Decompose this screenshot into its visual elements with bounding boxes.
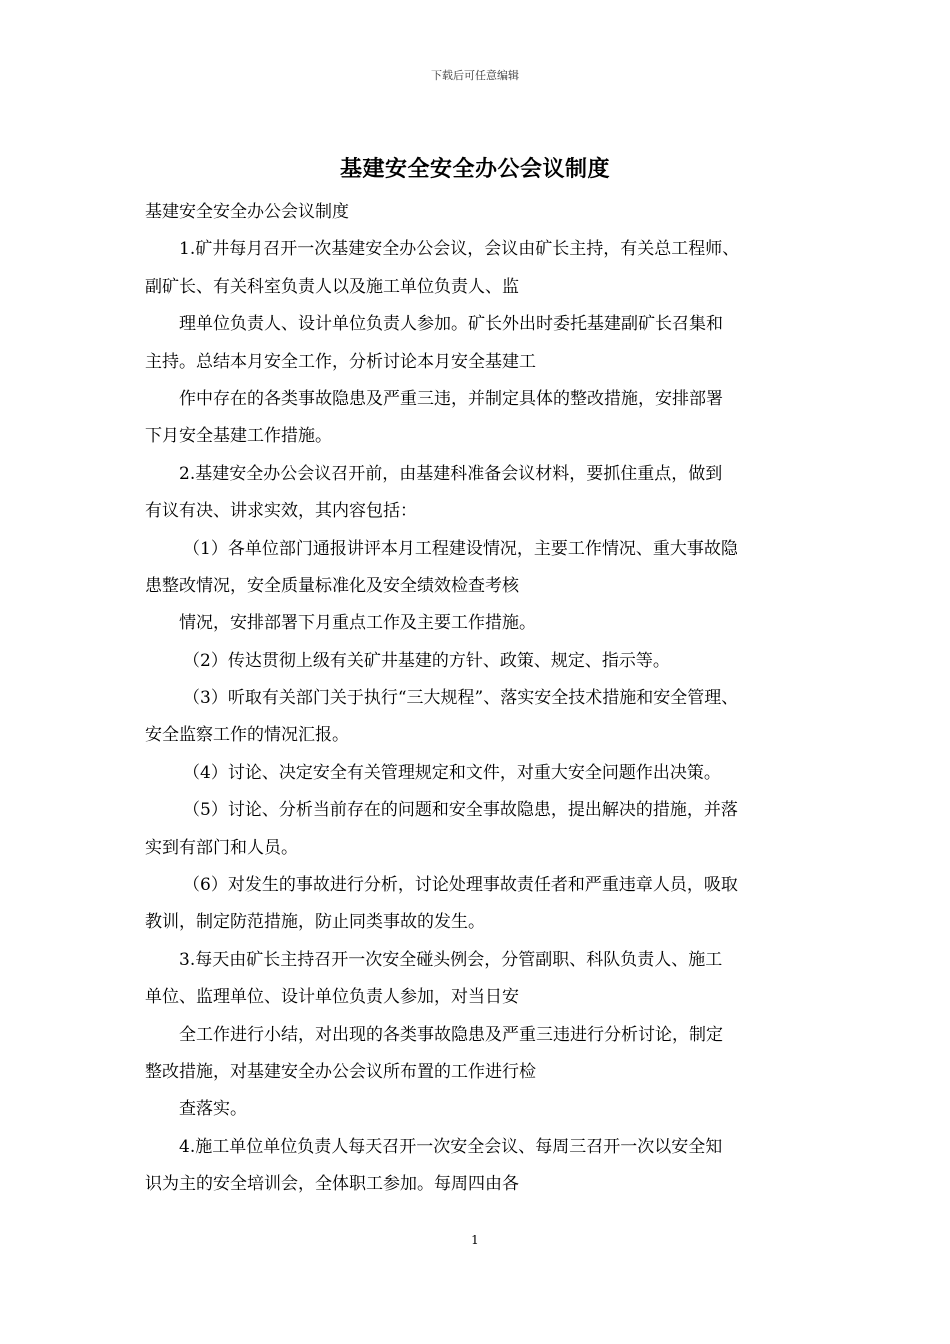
body-line: 识为主的安全培训会，全体职工参加。每周四由各 bbox=[145, 1174, 519, 1195]
header-note: 下载后可任意编辑 bbox=[431, 69, 519, 82]
body-line: 实到有部门和人员。 bbox=[145, 837, 298, 858]
body-line: （6）对发生的事故进行分析，讨论处理事故责任者和严重违章人员，吸取 bbox=[183, 875, 738, 896]
document-title: 基建安全安全办公会议制度 bbox=[339, 156, 610, 182]
body-line: （2）传达贯彻上级有关矿井基建的方针、政策、规定、指示等。 bbox=[183, 650, 670, 671]
body-line: 全工作进行小结，对出现的各类事故隐患及严重三违进行分析讨论，制定 bbox=[179, 1024, 723, 1045]
body-line: 1.矿井每月召开一次基建安全办公会议，会议由矿长主持，有关总工程师、 bbox=[179, 239, 740, 260]
body-line: 4.施工单位单位负责人每天召开一次安全会议、每周三召开一次以安全知 bbox=[179, 1136, 723, 1157]
page-number: 1 bbox=[471, 1233, 479, 1247]
body-line: 单位、监理单位、设计单位负责人参加，对当日安 bbox=[145, 987, 519, 1008]
body-line: 患整改情况，安全质量标准化及安全绩效检查考核 bbox=[145, 575, 519, 596]
body-line: 安全监察工作的情况汇报。 bbox=[145, 725, 349, 746]
body-line: 整改措施，对基建安全办公会议所布置的工作进行检 bbox=[145, 1061, 536, 1082]
body-line: （3）听取有关部门关于执行“三大规程”、落实安全技术措施和安全管理、 bbox=[183, 688, 739, 709]
body-line: （5）讨论、分析当前存在的问题和安全事故隐患，提出解决的措施，并落 bbox=[183, 800, 738, 821]
body-line: 3.每天由矿长主持召开一次安全碰头例会，分管副职、科队负责人、施工 bbox=[179, 949, 723, 970]
body-line: 作中存在的各类事故隐患及严重三违，并制定具体的整改措施，安排部署 bbox=[179, 388, 723, 409]
body-line: 下月安全基建工作措施。 bbox=[145, 426, 332, 447]
body-line: 副矿长、有关科室负责人以及施工单位负责人、监 bbox=[145, 276, 519, 297]
body-line: 教训，制定防范措施，防止同类事故的发生。 bbox=[145, 912, 485, 933]
body-line: （1）各单位部门通报讲评本月工程建设情况，主要工作情况、重大事故隐 bbox=[183, 538, 738, 559]
body-line: 查落实。 bbox=[179, 1099, 247, 1120]
body-line: 主持。总结本月安全工作，分析讨论本月安全基建工 bbox=[145, 351, 536, 372]
body-line: 有议有决、讲求实效，其内容包括： bbox=[145, 501, 417, 522]
body-line: （4）讨论、决定安全有关管理规定和文件，对重大安全问题作出决策。 bbox=[183, 762, 721, 783]
body-line: 2.基建安全办公会议召开前，由基建科准备会议材料，要抓住重点，做到 bbox=[179, 463, 723, 484]
body-line: 情况，安排部署下月重点工作及主要工作措施。 bbox=[179, 613, 536, 634]
body-line: 理单位负责人、设计单位负责人参加。矿长外出时委托基建副矿长召集和 bbox=[179, 314, 723, 335]
document-body bbox=[145, 197, 810, 1207]
body-line: 基建安全安全办公会议制度 bbox=[145, 202, 349, 222]
